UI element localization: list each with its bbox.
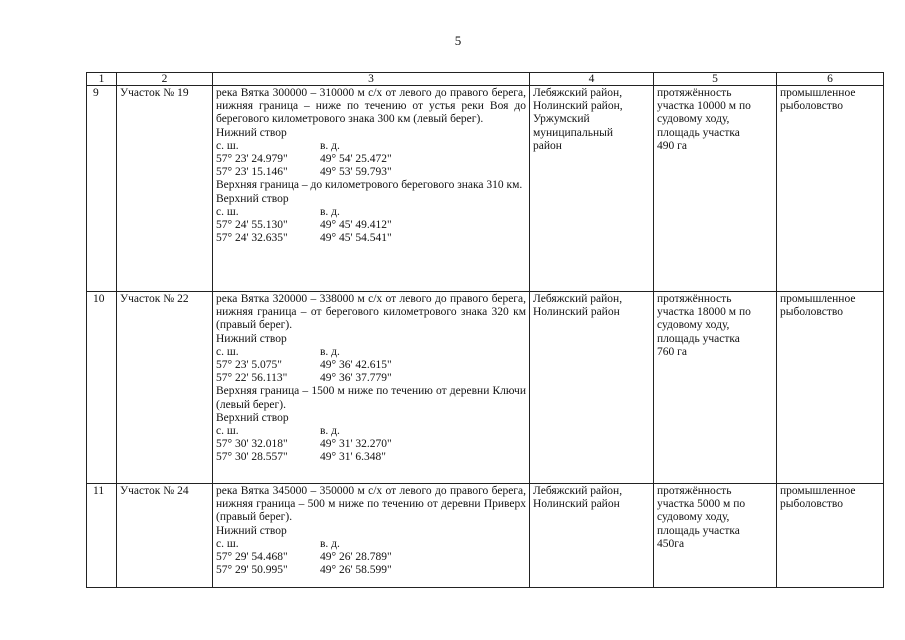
district-cell	[530, 292, 654, 484]
district-cell	[530, 484, 654, 588]
longitude-value: 49° 26' 58.599"	[320, 564, 392, 577]
extent-line: судовому ходу,	[657, 319, 730, 332]
extent-line: протяжённость	[657, 87, 732, 99]
latitude-header: с. ш.	[216, 205, 239, 218]
extent-line: протяжённость	[657, 485, 732, 497]
usage-line: промышленное	[780, 87, 856, 99]
latitude-value: 57° 24' 55.130"	[216, 219, 288, 232]
page-number: 5	[454, 33, 462, 48]
header-row	[87, 73, 884, 86]
boundary-description: река Вятка 300000 – 310000 м с/х от левого до правого берега, нижняя граница – ниже по течению от устья реки Воя до берегового километрового знака 300 км (левый берег).	[216, 87, 526, 126]
longitude-value: 49° 26' 28.789"	[320, 551, 392, 564]
extent-line: площадь участка	[657, 524, 740, 537]
longitude-header: в. д.	[320, 139, 340, 152]
lower-section-label: Нижний створ	[216, 126, 287, 139]
upper-section-label: Верхний створ	[216, 192, 289, 205]
longitude-header: в. д.	[320, 345, 340, 358]
table-row	[87, 292, 884, 484]
longitude-value: 49° 31' 32.270"	[320, 438, 392, 451]
extent-cell	[654, 484, 777, 588]
longitude-value: 49° 45' 54.541"	[320, 232, 392, 245]
district-line: Уржумский	[533, 113, 590, 126]
usage-cell	[777, 292, 884, 484]
extent-line: 450га	[657, 537, 685, 550]
boundary-description: река Вятка 345000 – 350000 м с/х от левого до правого берега, нижняя граница – 500 м ниже по течению от деревни Приверх (правый берег).	[216, 485, 526, 524]
usage-line: рыболовство	[780, 100, 844, 113]
longitude-value: 49° 54' 25.472"	[320, 153, 392, 166]
longitude-header: в. д.	[320, 537, 340, 550]
upper-boundary-description: Верхняя граница – 1500 м ниже по течению от деревни Ключи (левый берег).	[216, 385, 526, 411]
description-cell	[213, 484, 530, 588]
district-line: Нолинский район,	[533, 100, 623, 113]
extent-line: площадь участка	[657, 126, 740, 139]
longitude-value: 49° 36' 37.779"	[320, 372, 392, 385]
district-line: Нолинский район	[533, 498, 620, 511]
longitude-value: 49° 36' 42.615"	[320, 359, 392, 372]
latitude-header: с. ш.	[216, 345, 239, 358]
upper-coords-grid	[216, 206, 526, 246]
upper-section-label: Верхний створ	[216, 411, 289, 424]
plot-name: Участок № 24	[117, 484, 213, 588]
usage-line: рыболовство	[780, 306, 844, 319]
description-cell	[213, 292, 530, 484]
upper-coords-grid	[216, 425, 526, 465]
table-body	[87, 73, 884, 588]
column-header: 1	[87, 73, 117, 86]
extent-line: участка 10000 м по	[657, 100, 751, 113]
table-row	[87, 484, 884, 588]
district-line: Лебяжский район,	[533, 293, 623, 305]
row-number: 9	[87, 86, 117, 292]
extent-line: протяжённость	[657, 293, 732, 305]
lower-coords-grid	[216, 538, 526, 578]
usage-cell	[777, 484, 884, 588]
district-line: Нолинский район	[533, 306, 620, 319]
longitude-value: 49° 53' 59.793"	[320, 166, 392, 179]
upper-boundary-description: Верхняя граница – до километрового берегового знака 310 км.	[216, 179, 523, 192]
longitude-header: в. д.	[320, 425, 340, 438]
row-number: 11	[87, 484, 117, 588]
extent-line: участка 18000 м по	[657, 306, 751, 319]
latitude-header: с. ш.	[216, 139, 239, 152]
longitude-value: 49° 45' 49.412"	[320, 219, 392, 232]
latitude-value: 57° 29' 54.468"	[216, 551, 288, 564]
usage-line: рыболовство	[780, 498, 844, 511]
extent-line: судовому ходу,	[657, 511, 730, 524]
latitude-value: 57° 24' 32.635"	[216, 232, 288, 245]
row-number: 10	[87, 292, 117, 484]
plot-name: Участок № 22	[117, 292, 213, 484]
latitude-value: 57° 23' 5.075"	[216, 359, 282, 372]
column-header: 6	[777, 73, 884, 86]
lower-coords-grid	[216, 346, 526, 386]
latitude-value: 57° 23' 24.979"	[216, 153, 288, 166]
latitude-header: с. ш.	[216, 537, 239, 550]
latitude-header: с. ш.	[216, 425, 239, 438]
plot-name: Участок № 19	[117, 86, 213, 292]
latitude-value: 57° 22' 56.113"	[216, 372, 288, 385]
lower-section-label: Нижний створ	[216, 524, 287, 537]
extent-cell	[654, 86, 777, 292]
district-line: Лебяжский район,	[533, 87, 623, 99]
extent-line: участка 5000 м по	[657, 498, 746, 511]
longitude-header: в. д.	[320, 205, 340, 218]
longitude-value: 49° 31' 6.348"	[320, 451, 386, 464]
extent-line: 490 га	[657, 139, 687, 152]
lower-section-label: Нижний створ	[216, 332, 287, 345]
usage-cell	[777, 86, 884, 292]
extent-line: площадь участка	[657, 332, 740, 345]
column-header: 3	[213, 73, 530, 86]
description-cell	[213, 86, 530, 292]
latitude-value: 57° 23' 15.146"	[216, 166, 288, 179]
table-row	[87, 86, 884, 292]
extent-line: судовому ходу,	[657, 113, 730, 126]
extent-cell	[654, 292, 777, 484]
district-line: Лебяжский район,	[533, 485, 623, 497]
column-header: 4	[530, 73, 654, 86]
latitude-value: 57° 30' 32.018"	[216, 438, 288, 451]
district-cell	[530, 86, 654, 292]
plots-table	[86, 72, 884, 588]
latitude-value: 57° 30' 28.557"	[216, 451, 288, 464]
extent-line: 760 га	[657, 345, 687, 358]
usage-line: промышленное	[780, 293, 856, 305]
boundary-description: река Вятка 320000 – 338000 м с/х от левого до правого берега, нижняя граница – от берегового километрового знака 320 км (правый берег).	[216, 293, 526, 332]
column-header: 5	[654, 73, 777, 86]
district-line: район	[533, 139, 562, 152]
lower-coords-grid	[216, 140, 526, 180]
latitude-value: 57° 29' 50.995"	[216, 564, 288, 577]
district-line: муниципальный	[533, 126, 614, 139]
column-header: 2	[117, 73, 213, 86]
usage-line: промышленное	[780, 485, 856, 497]
